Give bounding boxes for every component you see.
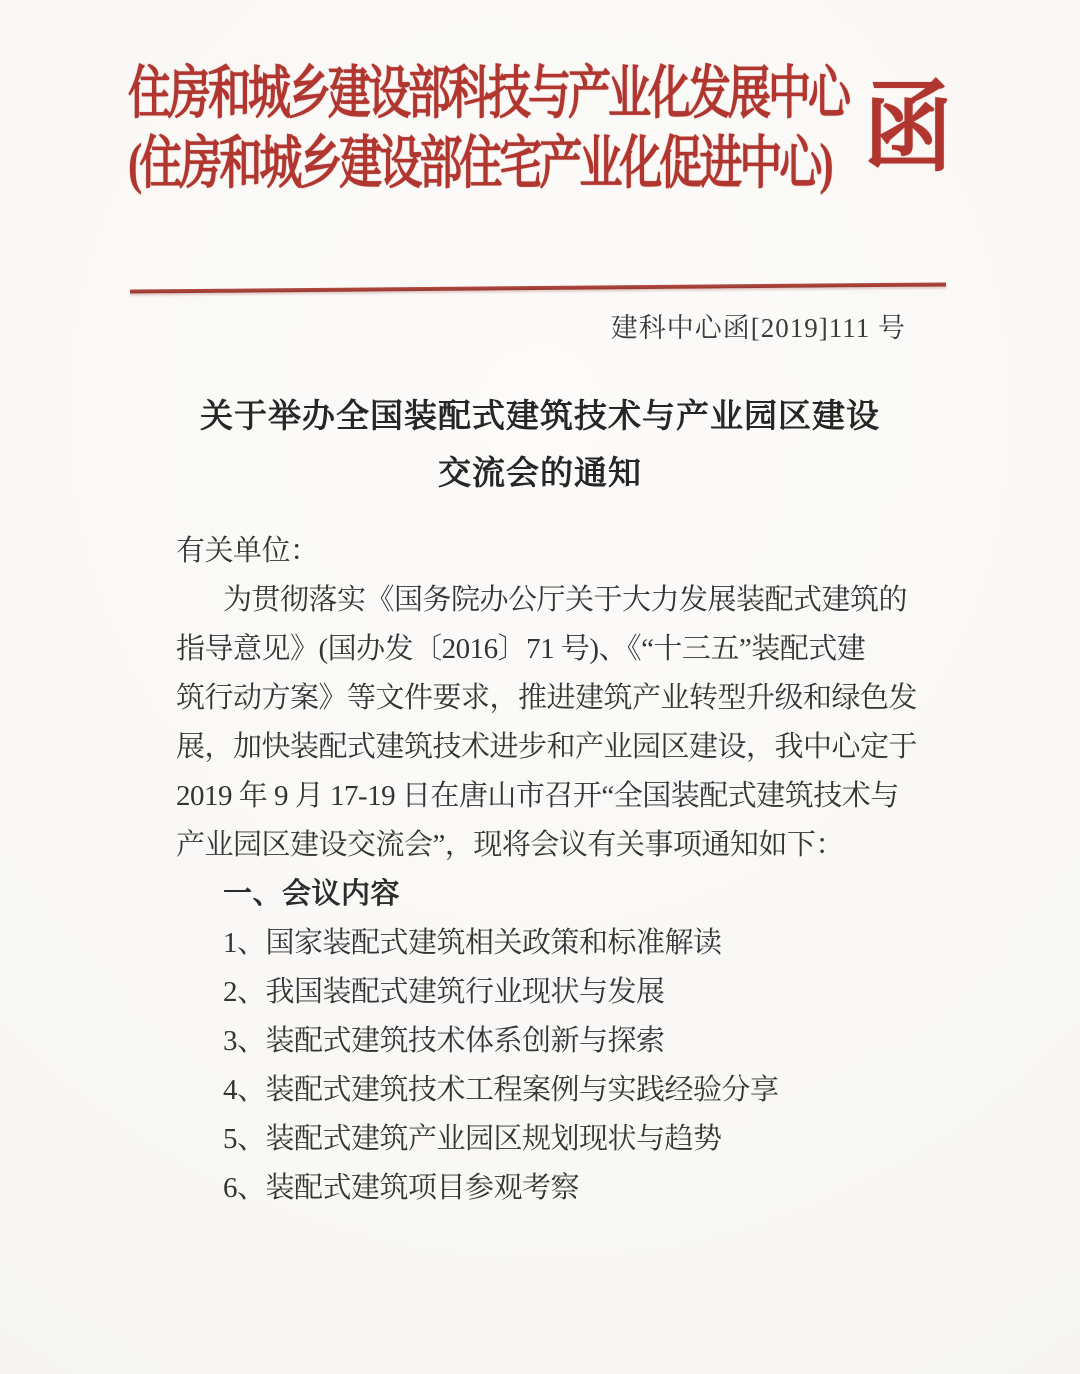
paragraph-line: 2019 年 9 月 17-19 日在唐山市召开“全国装配式建筑技术与 xyxy=(176,780,899,812)
agenda-item: 1、国家装配式建筑相关政策和标准解读 xyxy=(223,927,722,959)
agenda-item: 4、装配式建筑技术工程案例与实践经验分享 xyxy=(223,1074,779,1106)
red-divider-line xyxy=(130,282,946,293)
org-name-block xyxy=(128,60,848,200)
paragraph-line: 指导意见》(国办发〔2016〕71 号)、《“十三五”装配式建 xyxy=(176,633,866,665)
doc-type-character: 函 xyxy=(864,75,953,184)
paragraph-line: 筑行动方案》等文件要求，推进建筑产业转型升级和绿色发 xyxy=(176,682,918,714)
document-body xyxy=(0,527,1080,1213)
org-name-primary: 住房和城乡建设部科技与产业化发展中心 xyxy=(128,62,848,126)
salutation: 有关单位： xyxy=(176,535,319,567)
letterhead xyxy=(0,0,1080,200)
paragraph-line: 产业园区建设交流会”，现将会议有关事项通知如下： xyxy=(176,829,844,861)
document-title xyxy=(0,389,1080,503)
document-title-line1: 关于举办全国装配式建筑技术与产业园区建设 xyxy=(200,399,880,435)
agenda-item: 5、装配式建筑产业园区规划现状与趋势 xyxy=(223,1123,722,1155)
paragraph-line: 展，加快装配式建筑技术进步和产业园区建设，我中心定于 xyxy=(176,731,918,763)
doc-number: 建科中心函[2019]111 号 xyxy=(610,313,906,343)
document-title-line2: 交流会的通知 xyxy=(438,456,642,492)
agenda-item: 2、我国装配式建筑行业现状与发展 xyxy=(223,976,665,1008)
org-name-secondary: (住房和城乡建设部住宅产业化促进中心) xyxy=(128,132,831,196)
agenda-item: 6、装配式建筑项目参观考察 xyxy=(223,1172,580,1204)
section-heading-meeting-content: 一、会议内容 xyxy=(223,878,401,910)
agenda-item: 3、装配式建筑技术体系创新与探索 xyxy=(223,1025,665,1057)
paragraph-line: 为贯彻落实《国务院办公厅关于大力发展装配式建筑的 xyxy=(223,584,908,616)
